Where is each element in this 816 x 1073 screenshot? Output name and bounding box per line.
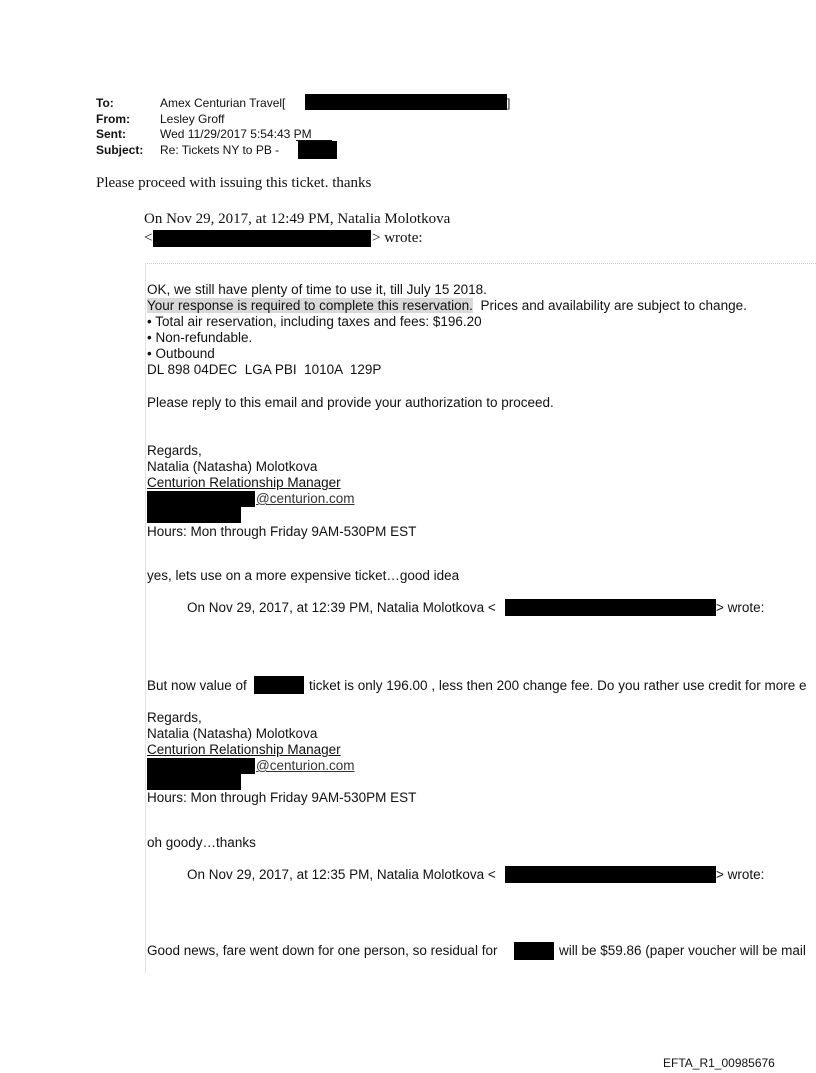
redaction-box [147, 774, 241, 790]
msg3-email-link[interactable]: @centurion.com [256, 758, 355, 773]
redaction-box [505, 866, 716, 883]
redaction-box [298, 141, 337, 159]
redaction-box [147, 491, 255, 507]
msg1-signature-name: Natalia (Natasha) Molotkova [147, 459, 318, 474]
from-value: Lesley Groff [160, 112, 225, 126]
quote-divider [145, 263, 816, 264]
redaction-box [305, 94, 507, 110]
msg1-bullet-nonrefundable: • Non-refundable. [147, 330, 253, 345]
reply-text: Please proceed with issuing this ticket. thanks [96, 175, 372, 191]
msg3-text-end: ticket is only 196.00 , less then 200 change fee. Do you rather use credit for more e [309, 678, 807, 693]
msg1-hours: Hours: Mon through Friday 9AM-530PM EST [147, 524, 417, 539]
redaction-box [153, 230, 371, 247]
redaction-box [147, 507, 241, 523]
quote-intro-line1: On Nov 29, 2017, at 12:49 PM, Natalia Molotkova [144, 211, 451, 227]
msg2-wrote-suffix: > wrote: [716, 600, 765, 615]
msg4-text: oh goody…thanks [147, 835, 256, 850]
redaction-box [505, 599, 716, 616]
quote-left-border [145, 263, 146, 973]
redaction-box [514, 942, 554, 960]
to-label: To: [96, 96, 114, 110]
msg1-email-link[interactable]: @centurion.com [256, 491, 355, 506]
msg3-text-start: But now value of [147, 678, 247, 693]
msg1-bullet-outbound: • Outbound [147, 346, 215, 361]
msg3-signature-name: Natalia (Natasha) Molotkova [147, 726, 318, 741]
msg5-text-start: Good news, fare went down for one person, so residual for [147, 943, 498, 958]
msg1-signature-title: Centurion Relationship Manager [147, 475, 341, 490]
msg1-notice [147, 298, 747, 314]
msg1-regards: Regards, [147, 443, 202, 458]
subject-label: Subject: [96, 143, 144, 157]
to-name: Amex Centurian Travel[ [160, 96, 286, 110]
msg2-text: yes, lets use on a more expensive ticket…good idea [147, 568, 460, 583]
msg3-hours: Hours: Mon through Friday 9AM-530PM EST [147, 790, 417, 805]
msg1-bullet-total: • Total air reservation, including taxes and fees: $196.20 [147, 314, 482, 329]
msg1-reply-prompt: Please reply to this email and provide your authorization to proceed. [147, 395, 554, 410]
msg1-notice-rest: Prices and availability are subject to change. [472, 298, 747, 313]
sent-value: Wed 11/29/2017 5:54:43 PM [160, 127, 312, 141]
redaction-box [254, 676, 304, 694]
document-id: EFTA_R1_00985676 [663, 1056, 775, 1070]
msg4-wrote-suffix: > wrote: [716, 867, 765, 882]
subject-value: Re: Tickets NY to PB - [160, 143, 280, 157]
msg3-regards: Regards, [147, 710, 202, 725]
msg3-signature-title: Centurion Relationship Manager [147, 742, 341, 757]
to-close-bracket: ] [507, 96, 511, 110]
msg4-wrote-prefix: On Nov 29, 2017, at 12:35 PM, Natalia Molotkova < [187, 867, 496, 882]
msg2-wrote-prefix: On Nov 29, 2017, at 12:39 PM, Natalia Molotkova < [187, 600, 496, 615]
msg1-line1: OK, we still have plenty of time to use it, till July 15 2018. [147, 282, 487, 297]
quote-intro-wrote: > wrote: [372, 230, 423, 246]
sent-label: Sent: [96, 127, 126, 141]
to-value [160, 96, 285, 110]
msg5-text-end: will be $59.86 (paper voucher will be mail [559, 943, 806, 958]
msg1-highlighted-text: Your response is required to complete this reservation. [147, 298, 473, 313]
quote-intro-open: < [144, 230, 153, 246]
from-label: From: [96, 112, 130, 126]
redaction-box [147, 758, 255, 774]
msg1-flight: DL 898 04DEC LGA PBI 1010A 129P [147, 362, 382, 377]
